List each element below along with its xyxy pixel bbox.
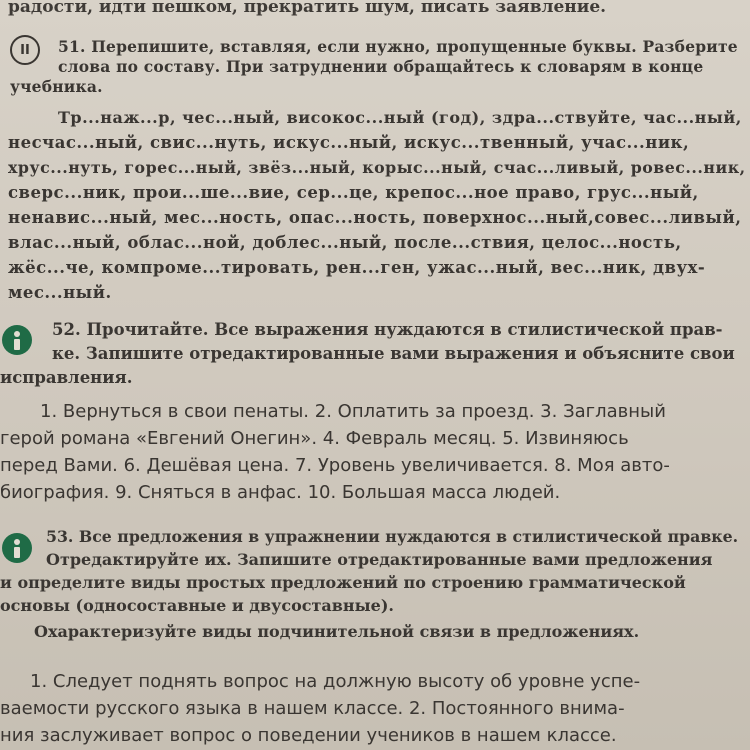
ex52-task-text-1: Прочитайте. Все выражения нуждаются в стилистической прав- xyxy=(86,320,723,339)
ex53-task-line-1 xyxy=(46,527,738,546)
ex51-words-line-7: жёс...че, компроме...тировать, рен...ген, ужас...ный, вес...ник, двух- xyxy=(8,258,706,277)
ex51-number: 51. xyxy=(58,37,86,56)
ex53-task-line-4: основы (односоставные и двусоставные). xyxy=(0,596,394,615)
ex51-task-line-3: учебника. xyxy=(10,77,103,96)
ex52-number: 52. xyxy=(52,320,81,339)
ex52-task-line-2: ке. Запишите отредактированные вами выражения и объясните свои xyxy=(52,344,735,363)
top-line: радости, идти пешком, прекратить шум, писать заявление. xyxy=(8,0,607,17)
ex51-task-line-1 xyxy=(58,37,738,56)
ex53-sentences-line-3: ния заслуживает вопрос о поведении учеников в нашем классе. xyxy=(0,725,617,746)
exercise-level-marker: II xyxy=(10,35,40,65)
info-icon-2 xyxy=(2,533,32,563)
ex52-task-line-1 xyxy=(52,320,723,339)
ex52-sentences-line-2: герой романа «Евгений Онегин». 4. Февраль месяц. 5. Извиняюсь xyxy=(0,428,629,449)
ex52-sentences-line-1: 1. Вернуться в свои пенаты. 2. Оплатить за проезд. 3. Заглавный xyxy=(40,401,666,422)
ex52-sentences-line-4: биография. 9. Сняться в анфас. 10. Большая масса людей. xyxy=(0,482,561,503)
ex51-words-line-5: ненавис...ный, мес...ность, опас...ность, поверхнос...ный,совес...ливый, xyxy=(8,208,742,227)
ex51-words-line-1: Тр...наж...р, чес...ный, високос...ный (год), здра...ствуйте, час...ный, xyxy=(58,108,742,127)
ex52-task-line-3: исправления. xyxy=(0,368,133,387)
ex53-task-text-1: Все предложения в упражнении нуждаются в стилистической правке. xyxy=(78,527,739,546)
ex51-words-line-8: мес...ный. xyxy=(8,283,112,302)
ex51-words-line-4: сверс...ник, прои...ше...вие, сер...це, крепос...ное право, грус...ный, xyxy=(8,183,699,202)
ex52-sentences-line-3: перед Вами. 6. Дешёвая цена. 7. Уровень увеличивается. 8. Моя авто- xyxy=(0,455,670,476)
ex53-task-line-5: Охарактеризуйте виды подчинительной связи в предложениях. xyxy=(34,622,640,641)
ex51-task-line-2: слова по составу. При затруднении обращайтесь к словарям в конце xyxy=(58,57,704,76)
ex51-words-line-3: хрус...нуть, горес...ный, звёз...ный, корыс...ный, счас...ливый, ровес...ник, xyxy=(8,158,746,177)
info-icon xyxy=(2,325,32,355)
ex51-task-text-1: Перепишите, вставляя, если нужно, пропущенные буквы. Разберите xyxy=(91,37,738,56)
ex53-sentences-line-2: ваемости русского языка в нашем классе. 2. Постоянного внима- xyxy=(0,698,625,719)
ex53-task-line-2: Отредактируйте их. Запишите отредактированные вами предложения xyxy=(46,550,713,569)
ex51-words-line-2: несчас...ный, свис...нуть, искус...ный, искус...твенный, учас...ник, xyxy=(8,133,690,152)
ex53-number: 53. xyxy=(46,527,74,546)
ex53-sentences-line-1: 1. Следует поднять вопрос на должную высоту об уровне успе- xyxy=(30,671,641,692)
ex51-words-line-6: влас...ный, облас...ной, доблес...ный, после...ствия, целос...ность, xyxy=(8,233,682,252)
ex53-task-line-3: и определите виды простых предложений по строению грамматической xyxy=(0,573,686,592)
